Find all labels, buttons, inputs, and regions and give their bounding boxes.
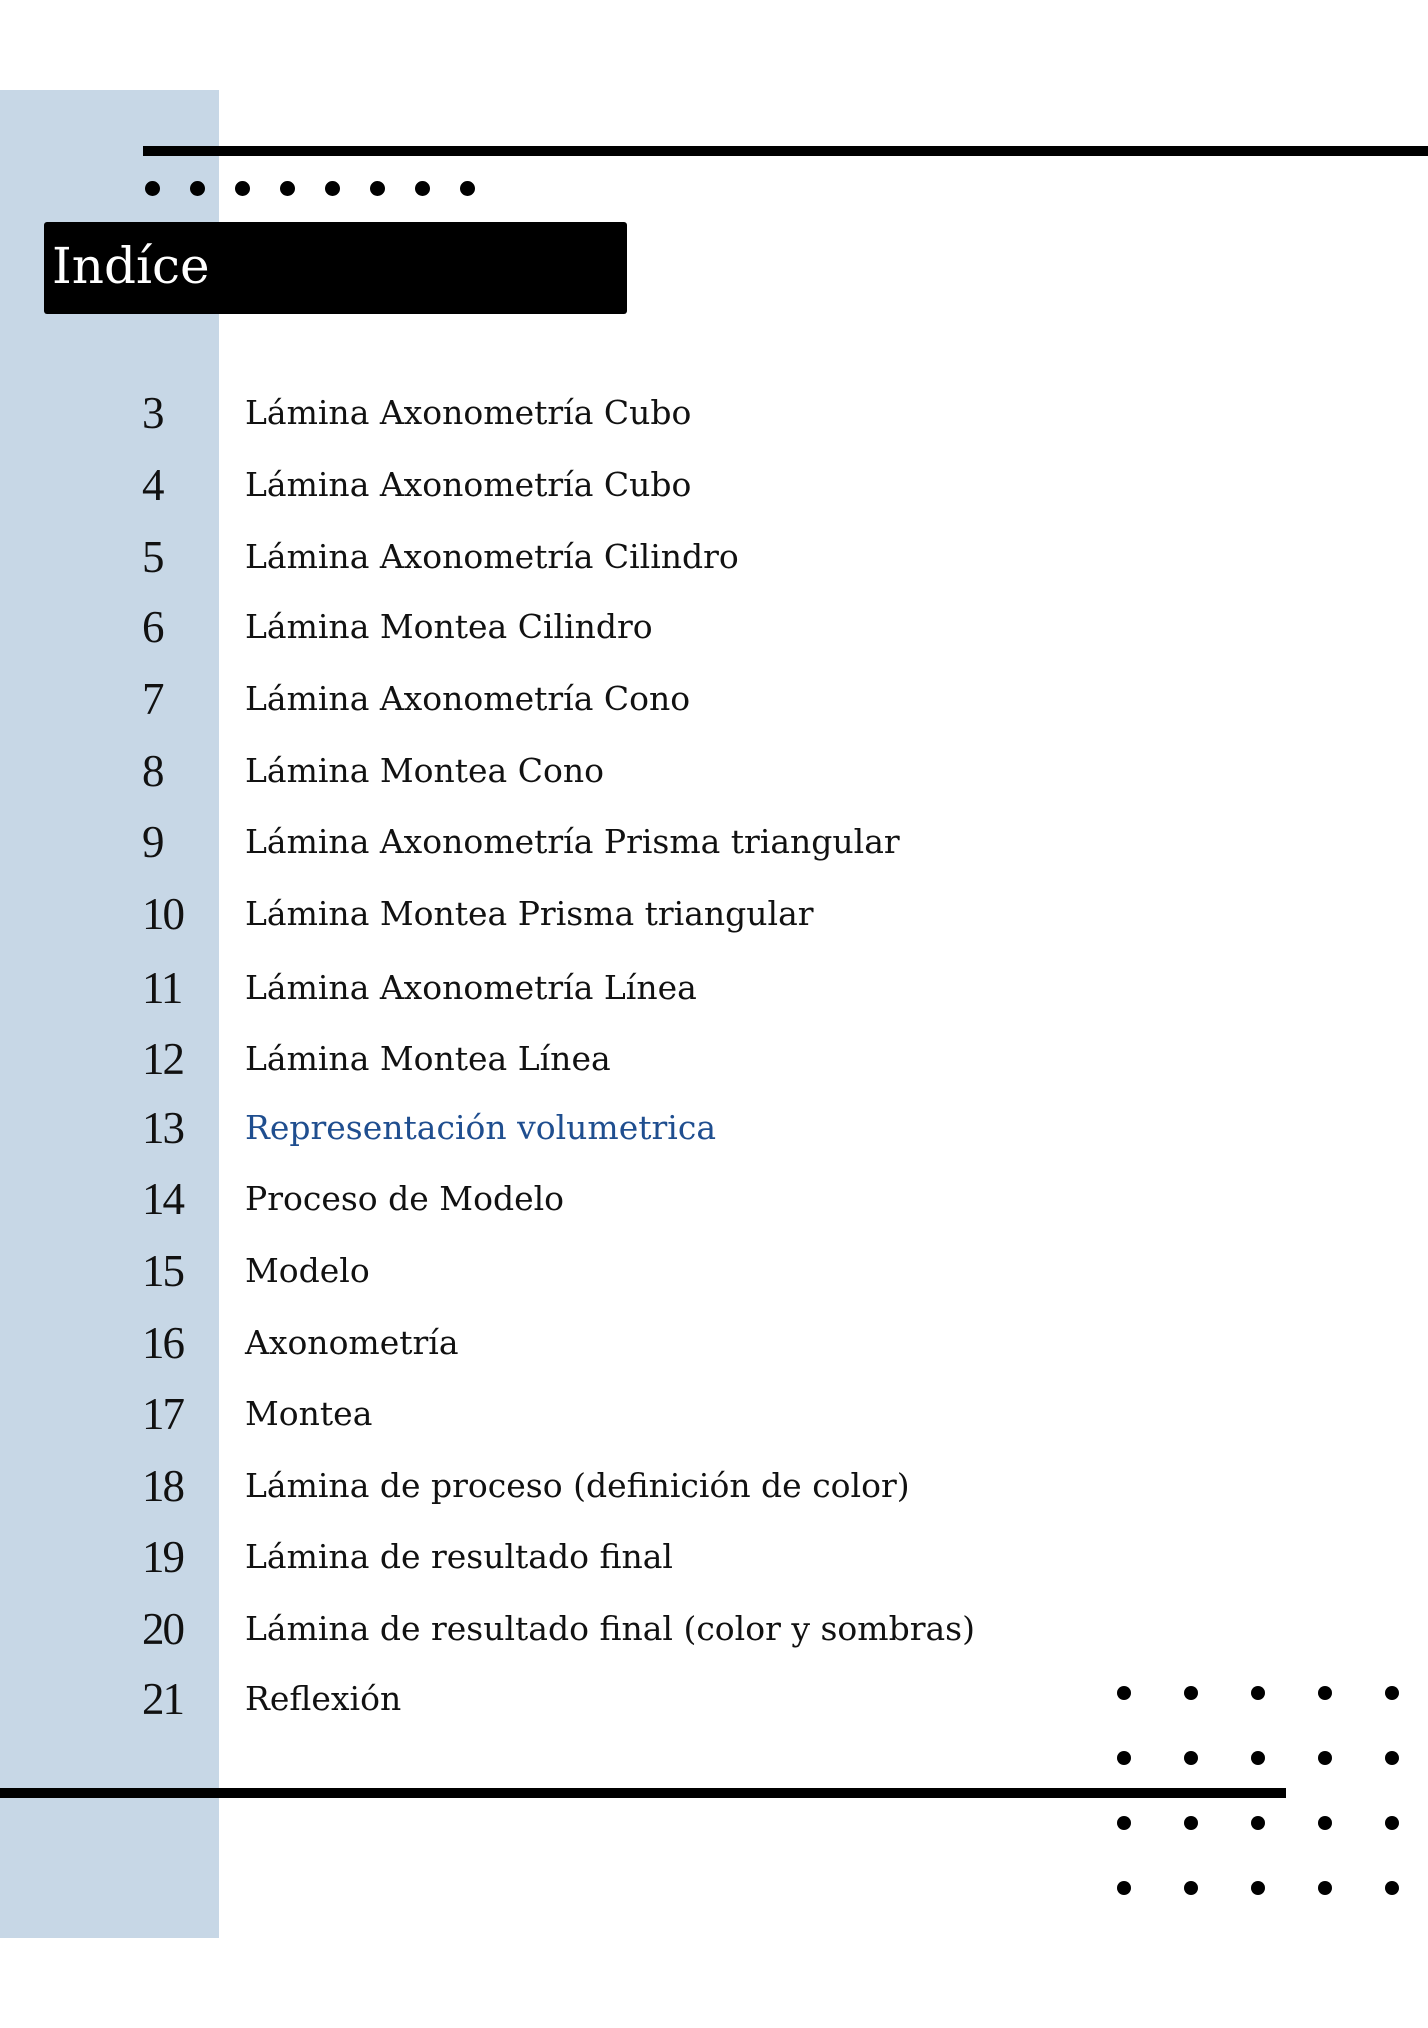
toc-page-number: 13 bbox=[142, 1103, 183, 1153]
dot-icon bbox=[1318, 1686, 1332, 1700]
toc-entry-label: Lámina Axonometría Línea bbox=[245, 968, 697, 1007]
toc-entry-label: Lámina Axonometría Cilindro bbox=[245, 537, 739, 576]
toc-page-number: 11 bbox=[142, 963, 182, 1013]
dot-icon bbox=[1184, 1686, 1198, 1700]
toc-entry-label: Lámina Axonometría Cubo bbox=[245, 393, 692, 432]
toc-page-number: 6 bbox=[142, 602, 163, 652]
dot-icon bbox=[1184, 1751, 1198, 1765]
toc-page-number: 10 bbox=[142, 889, 183, 939]
dot-icon bbox=[1117, 1816, 1131, 1830]
toc-page-number: 14 bbox=[142, 1174, 183, 1224]
dot-icon bbox=[1385, 1751, 1399, 1765]
dot-icon bbox=[1385, 1881, 1399, 1895]
toc-entry-label: Lámina Montea Cilindro bbox=[245, 607, 653, 646]
toc-entry bbox=[0, 674, 1000, 724]
toc-entry-label: Lámina Axonometría Prisma triangular bbox=[245, 822, 900, 861]
dot-icon bbox=[1318, 1881, 1332, 1895]
toc-page-number: 21 bbox=[142, 1674, 183, 1724]
toc-entry bbox=[0, 889, 1000, 939]
dot-icon bbox=[1184, 1816, 1198, 1830]
toc-page-number: 7 bbox=[142, 674, 163, 724]
toc-entry-label: Lámina Montea Cono bbox=[245, 751, 604, 790]
dot-icon bbox=[1117, 1686, 1131, 1700]
toc-entry-label: Proceso de Modelo bbox=[245, 1179, 565, 1218]
toc-entry bbox=[0, 388, 1000, 438]
bottom-rule bbox=[0, 1788, 1286, 1798]
toc-entry bbox=[0, 1103, 1000, 1153]
toc-entry bbox=[0, 1246, 1000, 1296]
toc-entry-label: Lámina Axonometría Cono bbox=[245, 679, 691, 718]
dot-icon bbox=[1385, 1816, 1399, 1830]
toc-entry bbox=[0, 1532, 1000, 1582]
toc-entry-label: Lámina de resultado final (color y sombras) bbox=[245, 1609, 975, 1648]
toc-entry bbox=[0, 1674, 1000, 1724]
toc-entry-label: Lámina Montea Línea bbox=[245, 1039, 611, 1078]
toc-entry-label: Reflexión bbox=[245, 1679, 402, 1718]
dot-icon bbox=[1385, 1686, 1399, 1700]
toc-entry-label: Montea bbox=[245, 1394, 373, 1433]
toc-page-number: 5 bbox=[142, 532, 163, 582]
toc-page-number: 3 bbox=[142, 388, 163, 438]
toc-entry bbox=[0, 1174, 1000, 1224]
toc-page-number: 19 bbox=[142, 1532, 183, 1582]
toc-entry-label: Lámina Axonometría Cubo bbox=[245, 465, 692, 504]
page-title: Indíce bbox=[52, 237, 210, 295]
toc-page-number: 8 bbox=[142, 746, 163, 796]
toc-entry bbox=[0, 1389, 1000, 1439]
toc-page-number: 16 bbox=[142, 1318, 183, 1368]
toc-page-number: 12 bbox=[142, 1034, 183, 1084]
toc-entry-label: Lámina de proceso (definición de color) bbox=[245, 1466, 910, 1505]
toc-entry bbox=[0, 532, 1000, 582]
dot-icon bbox=[1251, 1816, 1265, 1830]
toc-entry-label: Representación volumetrica bbox=[245, 1108, 716, 1147]
toc-entry-label: Lámina Montea Prisma triangular bbox=[245, 894, 814, 933]
toc-entry bbox=[0, 746, 1000, 796]
toc-page-number: 15 bbox=[142, 1246, 183, 1296]
toc-page-number: 9 bbox=[142, 817, 163, 867]
toc-page-number: 17 bbox=[142, 1389, 183, 1439]
toc-page-number: 4 bbox=[142, 460, 163, 510]
dot-icon bbox=[1251, 1881, 1265, 1895]
dot-icon bbox=[1318, 1816, 1332, 1830]
toc-page-number: 20 bbox=[142, 1604, 183, 1654]
toc-page-number: 18 bbox=[142, 1461, 183, 1511]
dot-icon bbox=[1117, 1881, 1131, 1895]
toc-entry bbox=[0, 1461, 1000, 1511]
dot-grid-decoration bbox=[1117, 1686, 1399, 1895]
toc-entry bbox=[0, 1604, 1000, 1654]
dot-icon bbox=[1251, 1686, 1265, 1700]
toc-entry bbox=[0, 460, 1000, 510]
toc-entry bbox=[0, 602, 1000, 652]
toc-entry bbox=[0, 817, 1000, 867]
toc-entry-label: Modelo bbox=[245, 1251, 370, 1290]
toc-entry bbox=[0, 963, 1000, 1013]
toc-entry bbox=[0, 1034, 1000, 1084]
toc-entry-label: Lámina de resultado final bbox=[245, 1537, 673, 1576]
dot-icon bbox=[1184, 1881, 1198, 1895]
dot-icon bbox=[1251, 1751, 1265, 1765]
dot-icon bbox=[1318, 1751, 1332, 1765]
toc-entry bbox=[0, 1318, 1000, 1368]
dot-icon bbox=[1117, 1751, 1131, 1765]
toc-entry-label: Axonometría bbox=[245, 1323, 459, 1362]
